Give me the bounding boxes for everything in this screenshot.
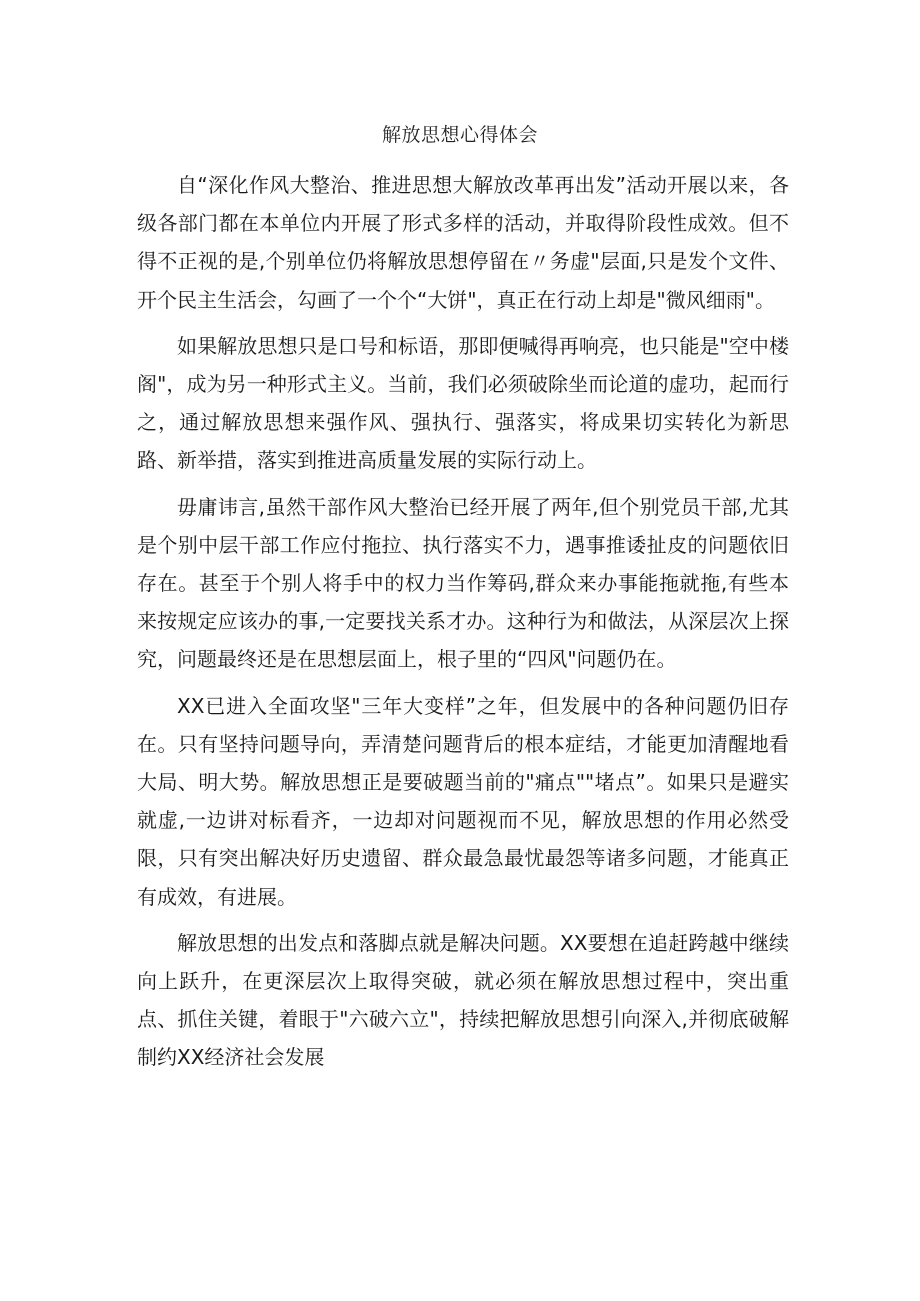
document-body — [137, 166, 789, 1085]
paragraph-4: XX已进入全面攻坚"三年大变样”之年，但发展中的各种问题仍旧存在。只有坚持问题导向，弄清楚问题背后的根本症结，才能更加清醒地看大局、明大势。解放思想正是要破题当前的"痛点""堵点”。如果只是避实就虚,一边讲对标看齐，一边却对问题视而不见，解放思想的作用必然受限，只有突出解决好历史遗留、群众最急最忧最怨等诸多问题，才能真正有成效，有进展。 — [137, 693, 789, 909]
paragraph-5: 解放思想的出发点和落脚点就是解决问题。XX要想在追赶跨越中继续向上跃升，在更深层次上取得突破，就必须在解放思想过程中，突出重点、抓住关键，着眼于"六破六立"，持续把解放思想引向深入,并彻底破解制约XX经济社会发展 — [137, 930, 789, 1070]
document-title: 解放思想心得体会 — [381, 124, 538, 146]
paragraph-1: 自“深化作风大整治、推进思想大解放改革再出发”活动开展以来，各级各部门都在本单位内开展了形式多样的活动，并取得阶段性成效。但不得不正视的是,个别单位仍将解放思想停留在〃务虚"层面,只是发个文件、开个民主生活会，勾画了一个个“大饼"，真正在行动上却是"微风细雨"。 — [137, 173, 789, 312]
paragraph-2: 如果解放思想只是口号和标语，那即便喊得再响亮，也只能是"空中楼阁"，成为另一种形式主义。当前，我们必须破除坐而论道的虚功，起而行之，通过解放思想来强作风、强执行、强落实，将成果切实转化为新思路、新举措，落实到推进高质量发展的实际行动上。 — [137, 333, 789, 473]
paragraph-3: 毋庸讳言,虽然干部作风大整治已经开展了两年,但个别党员干部,尤其是个别中层干部工作应付拖拉、执行落实不力，遇事推诿扯皮的问题依旧存在。甚至于个别人将手中的权力当作筹码,群众来办事能拖就拖,有些本来按规定应该办的事,一定要找关系才办。这种行为和做法，从深层次上探究，问题最终还是在思想层面上，根子里的“四风"问题仍在。 — [137, 494, 789, 672]
